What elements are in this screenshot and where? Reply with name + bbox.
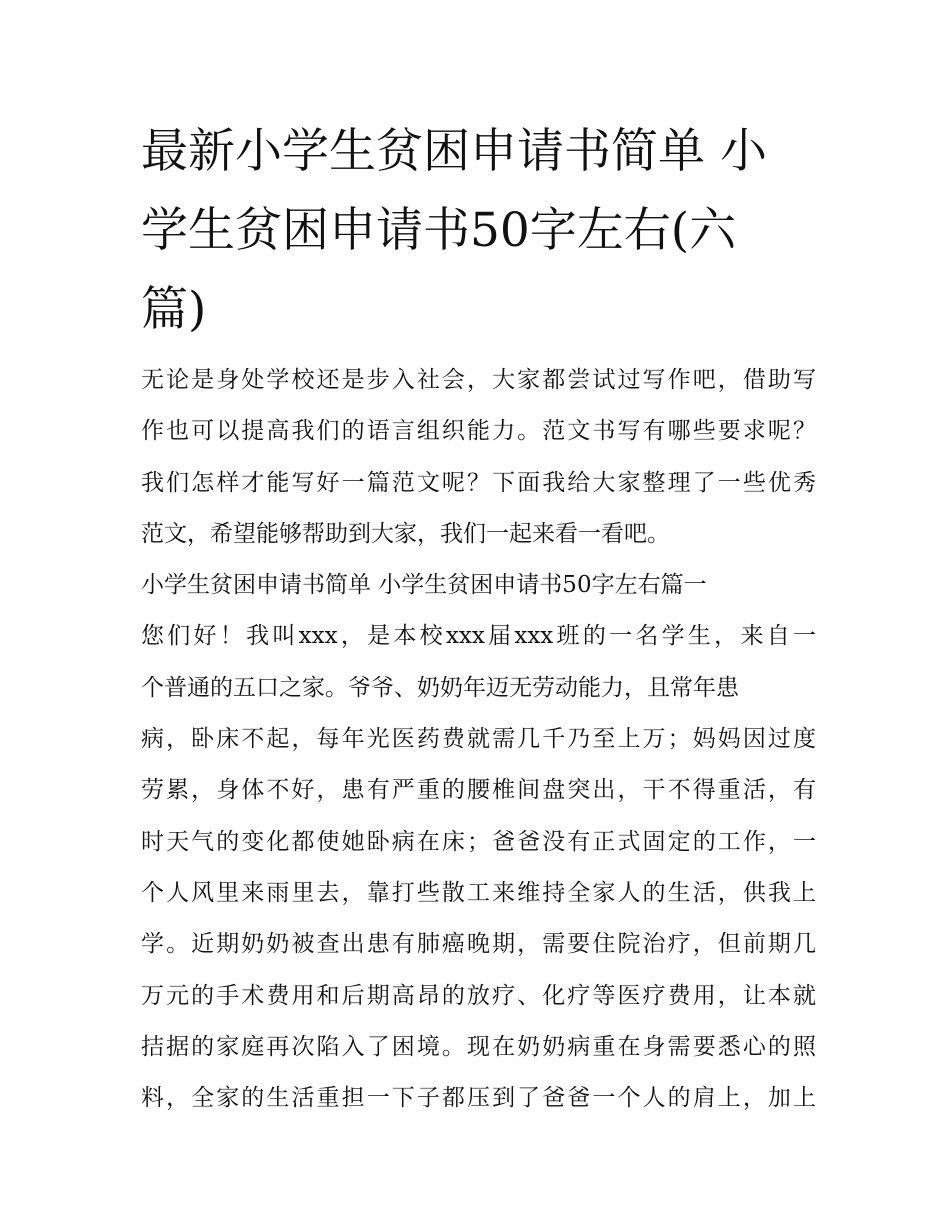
body-line: 病，卧床不起，每年光医药费就需几千乃至上万；妈妈因过度: [141, 726, 816, 753]
body-line: 万元的手术费用和后期高昂的放疗、化疗等医疗费用，让本就: [141, 982, 816, 1009]
body-line: 范文，希望能够帮助到大家，我们一起来看一看吧。: [141, 520, 670, 547]
section-heading: 小学生贫困申请书简单 小学生贫困申请书50字左右篇一: [141, 572, 707, 599]
document-title: [141, 112, 821, 349]
body-line: 个普通的五口之家。爷爷、奶奶年迈无劳动能力，且常年患: [141, 674, 739, 701]
body-line: 劳累，身体不好，患有严重的腰椎间盘突出，干不得重活，有: [141, 777, 816, 804]
body-line: 学。近期奶奶被查出患有肺癌晚期，需要住院治疗，但前期几: [141, 931, 816, 958]
body-line: 个人风里来雨里去，靠打些散工来维持全家人的生活，供我上: [141, 879, 816, 906]
title-line: 篇): [141, 282, 207, 337]
body-line: 无论是身处学校还是步入社会，大家都尝试过写作吧，借助写: [141, 367, 816, 393]
body-line: 拮据的家庭再次陷入了困境。现在奶奶病重在身需要悉心的照: [141, 1033, 816, 1060]
body-line: 料，全家的生活重担一下子都压到了爸爸一个人的肩上，加上: [141, 1085, 816, 1112]
body-line: 我们怎样才能写好一篇范文呢？下面我给大家整理了一些优秀: [141, 469, 816, 496]
body-line: 时天气的变化都使她卧病在床；爸爸没有正式固定的工作，一: [141, 828, 816, 855]
title-line: 学生贫困申请书50字左右(六: [141, 203, 737, 258]
document-body: [141, 355, 816, 1124]
body-line: 您们好！我叫xxx，是本校xxx届xxx班的一名学生，来自一: [141, 623, 816, 650]
body-line: 作也可以提高我们的语言组织能力。范文书写有哪些要求呢？: [141, 418, 816, 445]
title-line: 最新小学生贫困申请书简单 小: [141, 124, 767, 179]
